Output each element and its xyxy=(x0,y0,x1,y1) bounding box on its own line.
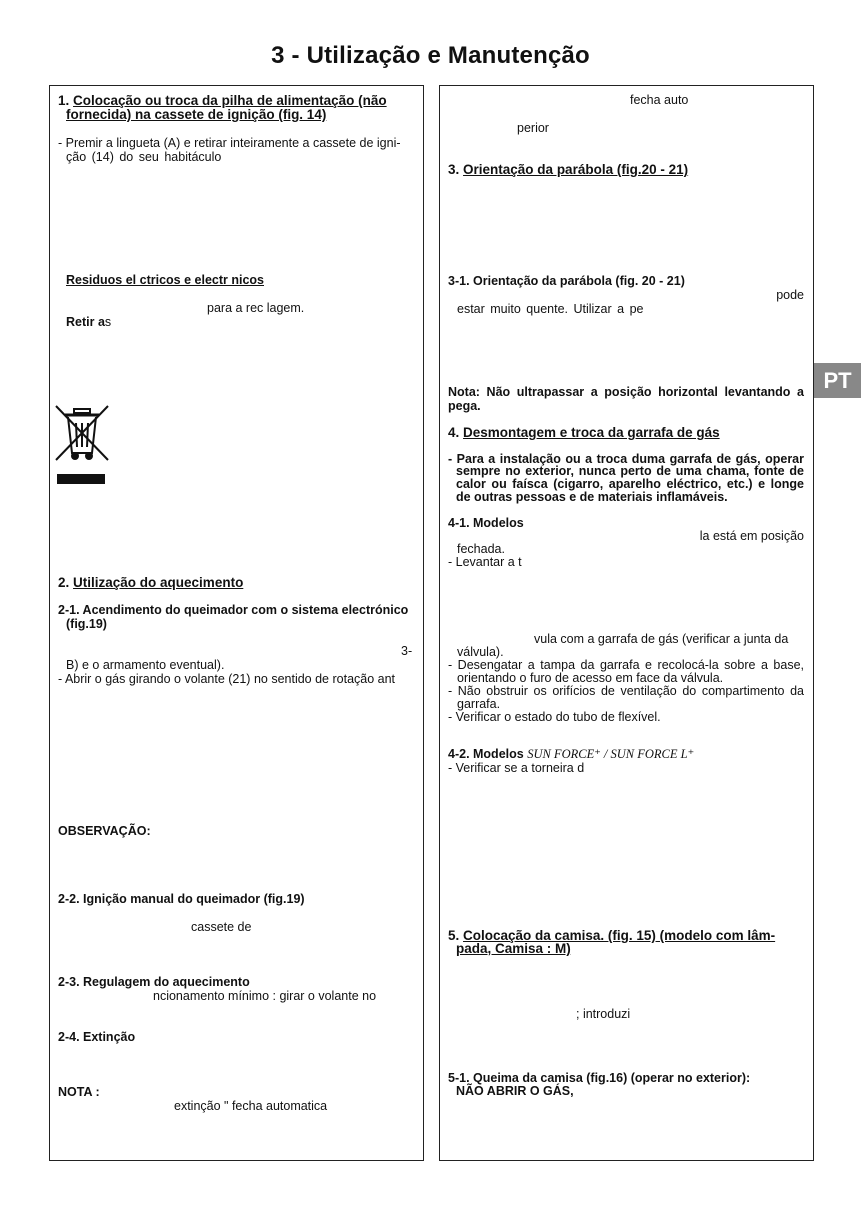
s21-heading-line1: 2-1. Acendimento do queimador com o sistema electrónico xyxy=(58,603,409,617)
section-1-number: 1. xyxy=(58,93,70,108)
s31-heading: 3-1. Orientação da parábola (fig. 20 - 21) xyxy=(448,274,685,288)
hose-check: - Verificar o estado do tubo de flexível. xyxy=(448,710,661,724)
weee-heading: Residuos el ctricos e electr nicos xyxy=(66,273,264,287)
s51-line2: NÃO ABRIR O GÁS, xyxy=(456,1084,574,1098)
s22-heading: 2-2. Ignição manual do queimador (fig.19) xyxy=(58,892,305,906)
section-2-heading xyxy=(58,575,243,590)
nota-label: NOTA : xyxy=(58,1085,100,1099)
weee-line1: para a rec lagem. xyxy=(207,301,305,315)
s42-models: SUN FORCE⁺ / SUN FORCE L⁺ xyxy=(527,747,695,761)
s5-fragment: ; introduzi xyxy=(576,1007,631,1021)
s21-line4: - Abrir o gás girando o volante (21) no sentido de rotação ant xyxy=(58,672,396,686)
section-5-title-line1: Colocação da camisa. (fig. 15) (modelo com lâm- xyxy=(463,928,776,943)
s51-heading: 5-1. Queima da camisa (fig.16) (operar no exterior): xyxy=(448,1071,751,1085)
detach-line1: - Desengatar a tampa da garrafa e recolocá-la sobre a base, xyxy=(448,658,804,672)
valve-line2: válvula). xyxy=(457,645,504,659)
s3-nota-line2: pega. xyxy=(448,399,481,413)
vent-line1: - Não obstruir os orifícios de ventilação do compartimento da xyxy=(448,684,804,698)
s1-paragraph-line1: - Premir a lingueta (A) e retirar inteiramente a cassete de igni- xyxy=(58,136,401,150)
s41-line3: - Levantar a t xyxy=(448,555,522,569)
s31-line2: estar muito quente. Utilizar a pe xyxy=(457,302,644,316)
s31-right-fragment: pode xyxy=(776,288,804,302)
s23-heading: 2-3. Regulagem do aquecimento xyxy=(58,975,250,989)
s42-line2: - Verificar se a torneira d xyxy=(448,761,585,775)
section-2-number: 2. xyxy=(58,575,70,590)
s41-line2: fechada. xyxy=(457,542,505,556)
section-1-title-line2: fornecida) na cassete de ignição (fig. 14) xyxy=(66,107,327,122)
right-top-line2: perior xyxy=(517,121,549,135)
page-title: 3 - Utilização e Manutenção xyxy=(271,42,590,69)
s3-nota-line1: Nota: Não ultrapassar a posição horizontal levantando a xyxy=(448,385,804,399)
nota-line2: extinção " fecha automatica xyxy=(174,1099,328,1113)
section-4-number: 4. xyxy=(448,425,460,440)
s24-heading: 2-4. Extinção xyxy=(58,1030,136,1044)
section-3-title: Orientação da parábola (fig.20 - 21) xyxy=(463,162,689,177)
observacao-label: OBSERVAÇÃO: xyxy=(58,824,151,838)
section-5-title-line2: pada, Camisa : M) xyxy=(456,941,571,956)
s42-prefix: 4-2. Modelos xyxy=(448,747,528,761)
s4-warning-line3: calor ou faísca (cigarro, aparelho eléctrico, etc.) e longe xyxy=(456,477,804,491)
section-1-heading xyxy=(58,93,387,108)
s21-line3: B) e o armamento eventual). xyxy=(66,658,225,672)
s21-fragment: 3- xyxy=(401,644,413,658)
weee-line2 xyxy=(66,315,111,329)
weee-line2-bold: Retir a xyxy=(66,315,105,329)
s41-heading: 4-1. Modelos xyxy=(448,516,524,530)
language-tab: PT xyxy=(814,363,861,398)
vent-line2: garrafa. xyxy=(457,697,501,711)
s1-paragraph-line2: ção (14) do seu habitáculo xyxy=(66,150,222,164)
valve-line1: vula com a garrafa de gás (verificar a junta da xyxy=(534,632,789,646)
weee-line2-rest: s xyxy=(104,315,112,329)
section-2-title: Utilização do aquecimento xyxy=(73,575,244,590)
s42-heading xyxy=(448,747,694,761)
s21-heading-line2: (fig.19) xyxy=(66,617,107,631)
section-3-number: 3. xyxy=(448,162,460,177)
crossed-bin-icon xyxy=(53,403,111,485)
right-top-line1: fecha auto xyxy=(630,93,689,107)
s4-warning-line2: sempre no exterior, nunca perto de uma chama, fonte de xyxy=(456,464,804,478)
s23-line2: ncionamento mínimo : girar o volante no xyxy=(153,989,377,1003)
s22-fragment: cassete de xyxy=(191,920,252,934)
section-4-title: Desmontagem e troca da garrafa de gás xyxy=(463,425,720,440)
section-5-number: 5. xyxy=(448,928,460,943)
section-4-heading xyxy=(448,425,720,440)
detach-line2: orientando o furo de acesso em face da válvula. xyxy=(457,671,724,685)
section-3-heading xyxy=(448,162,688,177)
s41-right-fragment: la está em posição xyxy=(699,529,804,543)
s4-warning-line4: de outras pessoas e de materiais inflamáveis. xyxy=(456,490,728,504)
section-1-title-line1: Colocação ou troca da pilha de alimentação (não xyxy=(73,93,387,108)
s4-warning-line1: - Para a instalação ou a troca duma garrafa de gás, operar xyxy=(448,452,804,466)
right-column xyxy=(439,85,814,1161)
